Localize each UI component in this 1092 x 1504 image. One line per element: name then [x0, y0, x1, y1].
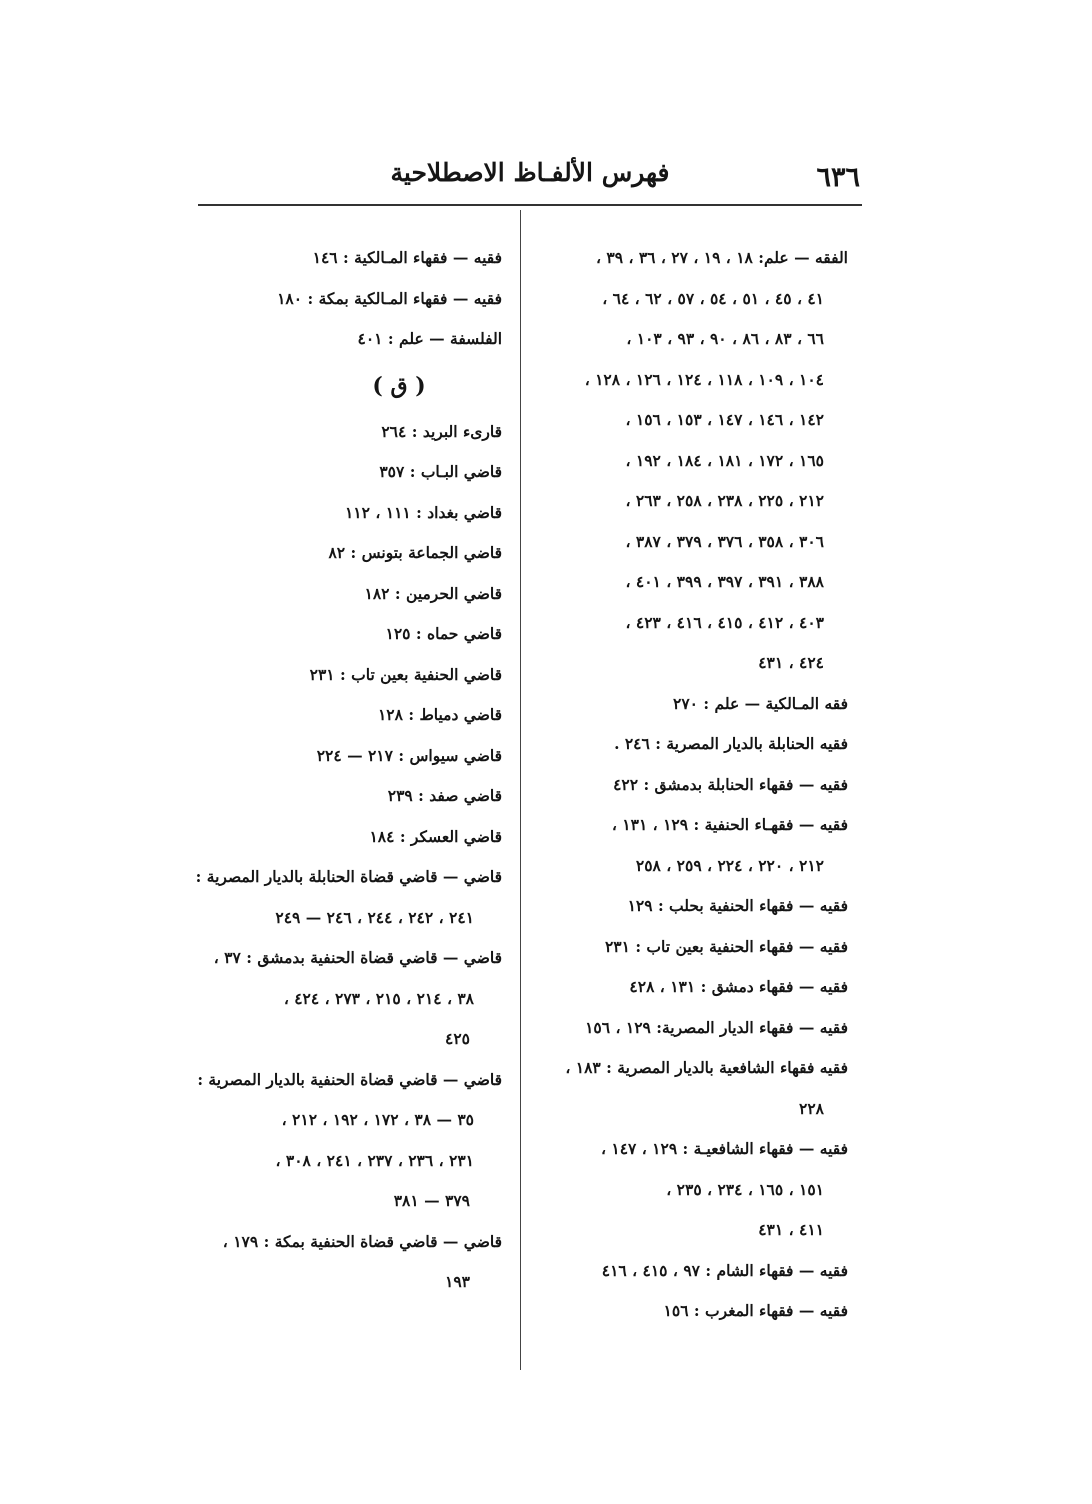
index-entry: فقيه — فقهاء المـالكية بمكة : ١٨٠: [277, 288, 502, 308]
index-entry-continuation: ٤٢٥: [445, 1029, 470, 1048]
index-entry-continuation: ٢١٢ ، ٢٢٠ ، ٢٢٤ ، ٢٥٩ ، ٢٥٨: [635, 855, 824, 875]
index-entry: فقيه — فقهاء الشام : ٩٧ ، ٤١٥ ، ٤١٦: [601, 1260, 848, 1280]
index-entry-continuation: ٢٣١ ، ٢٣٦ ، ٢٣٧ ، ٢٤١ ، ٣٠٨ ،: [275, 1150, 474, 1170]
index-entry: فقيه — فقهـاء الحنفية : ١٢٩ ، ١٣١ ،: [611, 815, 848, 834]
index-entry-continuation: ٢١٢ ، ٢٢٥ ، ٢٣٨ ، ٢٥٨ ، ٢٦٣ ،: [625, 491, 824, 510]
index-entry: قاضي بغداد : ١١١ ، ١١٢: [344, 502, 502, 522]
index-entry-continuation: ١٦٥ ، ١٧٢ ، ١٨١ ، ١٨٤ ، ١٩٢ ،: [625, 450, 824, 470]
index-entry: قاضي صفد : ٢٣٩: [387, 786, 502, 805]
index-entry: فقيه — فقهاء الديار المصرية: ١٢٩ ، ١٥٦: [585, 1017, 848, 1037]
index-entry: قاضي الحرمين : ١٨٢: [364, 583, 502, 603]
index-entry: قاضي — قاضي قضاة الحنفية بدمشق : ٣٧ ،: [213, 948, 502, 967]
index-entry: فقيه الحنابلة بالديار المصرية : ٢٤٦ .: [614, 734, 848, 753]
column-divider: [520, 210, 521, 1370]
index-entry-continuation: ٢٢٨: [799, 1098, 824, 1118]
right-column: [548, 244, 848, 1338]
index-entry-continuation: ١٠٤ ، ١٠٩ ، ١١٨ ، ١٢٤ ، ١٢٦ ، ١٢٨ ،: [584, 369, 824, 389]
index-entry-continuation: ٣٨ ، ٢١٤ ، ٢١٥ ، ٢٧٣ ، ٤٢٤ ،: [283, 988, 474, 1008]
index-entry: فقيه — فقهاء الحنابلة بدمشق : ٤٢٢: [613, 774, 848, 794]
index-entry: فقه المـالكية — علم : ٢٧٠: [673, 693, 848, 713]
index-entry-continuation: ٤٠٣ ، ٤١٢ ، ٤١٥ ، ٤١٦ ، ٤٢٣ ،: [625, 612, 824, 632]
index-entry: قاضي البـاب : ٣٥٧: [379, 462, 502, 481]
index-entry: قاضي الجماعة بتونس : ٨٢: [328, 543, 502, 562]
index-entry: قاضي الحنفية بعين تاب : ٢٣١: [309, 664, 502, 684]
index-entry: قاضي حماه : ١٢٥: [385, 624, 502, 643]
index-entry: قاضي العسكر : ١٨٤: [369, 826, 502, 846]
index-entry: الفقه — علم: ١٨ ، ١٩ ، ٢٧ ، ٣٦ ، ٣٩ ،: [595, 248, 848, 267]
index-entry: قاضي سيواس : ٢١٧ — ٢٢٤: [316, 745, 502, 765]
index-entry-continuation: ٤١ ، ٤٥ ، ٥١ ، ٥٤ ، ٥٧ ، ٦٢ ، ٦٤ ،: [602, 288, 824, 308]
header-rule: [198, 204, 862, 206]
index-entry: قاضي — قاضي قضاة الحنفية بمكة : ١٧٩ ،: [222, 1231, 502, 1251]
index-entry-continuation: ٦٦ ، ٨٣ ، ٨٦ ، ٩٠ ، ٩٣ ، ١٠٣ ،: [626, 329, 824, 348]
index-entry: الفلسفة — علم : ٤٠١: [357, 329, 502, 348]
section-letter-heading: ( ق ): [372, 372, 426, 399]
index-entry: قاضي دمياط : ١٢٨: [377, 705, 502, 724]
index-entry: فقيه — فقهاء دمشق : ١٣١ ، ٤٢٨: [629, 977, 848, 996]
index-entry: فقيه — فقهاء المـالكية : ١٤٦: [312, 248, 502, 267]
running-title: فهرس الألفـاظ الاصطلاحية: [390, 158, 670, 187]
index-entry-continuation: ١٥١ ، ١٦٥ ، ٢٣٤ ، ٢٣٥ ،: [666, 1179, 824, 1199]
index-entry: فقيه — فقهاء الحنفية بحلب : ١٢٩: [627, 896, 848, 915]
index-entry: فقيه فقهاء الشافعية بالديار المصرية : ١٨٣ ،: [565, 1058, 848, 1077]
index-entry-continuation: ١٤٢ ، ١٤٦ ، ١٤٧ ، ١٥٣ ، ١٥٦ ،: [625, 410, 824, 429]
index-entry: فقيه — فقهاء المغرب : ١٥٦: [663, 1301, 848, 1320]
left-column: [196, 244, 502, 1309]
index-entry-continuation: ٢٤١ ، ٢٤٢ ، ٢٤٤ ، ٢٤٦ — ٢٤٩: [275, 907, 474, 927]
index-entry: قاضي — قاضي قضاة الحنفية بالديار المصرية :: [197, 1069, 502, 1089]
page-number: ٦٣٦: [816, 162, 860, 193]
index-entry-continuation: ٤١١ ، ٤٣١: [758, 1220, 824, 1239]
index-entry: قارىء البريد : ٢٦٤: [381, 421, 502, 441]
index-entry-continuation: ٣٧٩ — ٣٨١: [393, 1191, 470, 1210]
index-entry-continuation: ٤٢٤ ، ٤٣١: [758, 653, 824, 672]
index-entry: قاضي — قاضي قضاة الحنابلة بالديار المصرية :: [196, 867, 502, 886]
index-entry: فقيه — فقهاء الحنفية بعين تاب : ٢٣١: [604, 936, 848, 956]
index-entry-continuation: ٣٠٦ ، ٣٥٨ ، ٣٧٦ ، ٣٧٩ ، ٣٨٧ ،: [625, 531, 824, 551]
index-entry: فقيه — فقهاء الشافعيـة : ١٢٩ ، ١٤٧ ،: [600, 1139, 848, 1158]
index-entry-continuation: ١٩٣: [445, 1272, 470, 1291]
index-entry-continuation: ٣٨٨ ، ٣٩١ ، ٣٩٧ ، ٣٩٩ ، ٤٠١ ،: [625, 572, 824, 591]
index-entry-continuation: ٣٥ — ٣٨ ، ١٧٢ ، ١٩٢ ، ٢١٢ ،: [281, 1110, 474, 1129]
